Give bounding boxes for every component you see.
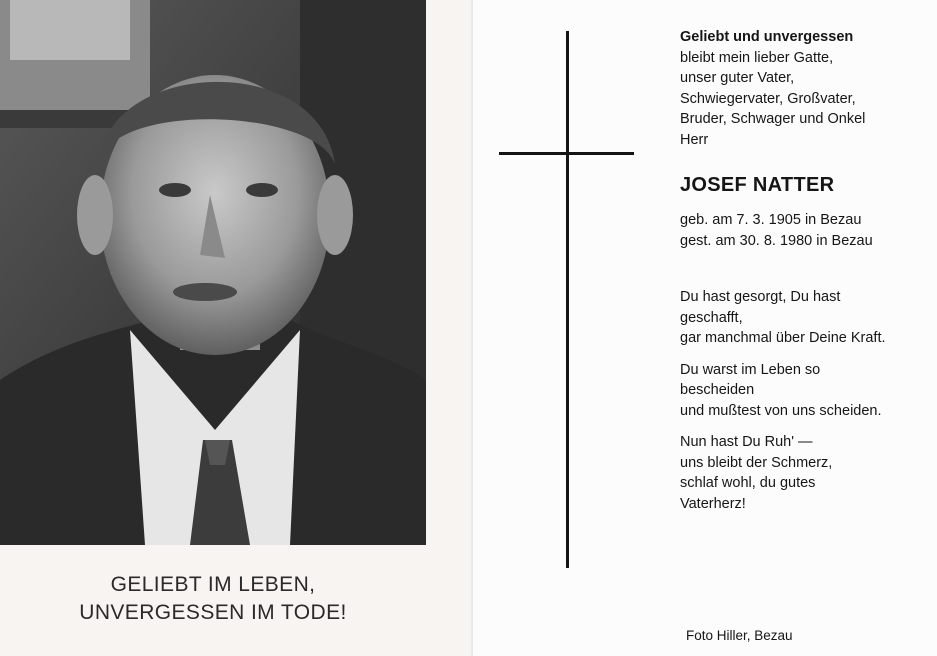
cross-icon-horizontal: [499, 152, 634, 155]
caption-line: GELIEBT IM LEBEN,: [110, 573, 316, 596]
intro-line: Bruder, Schwager und Onkel: [680, 111, 866, 127]
poem: [680, 287, 935, 514]
life-dates: [680, 210, 935, 251]
poem-stanza: [680, 360, 935, 422]
poem-line: schlaf wohl, du gutes: [680, 475, 816, 491]
poem-line: Du hast gesorgt, Du hast: [680, 289, 841, 305]
birth-date: geb. am 7. 3. 1905 in Bezau: [680, 212, 862, 228]
poem-line: Vaterherz!: [680, 495, 746, 512]
poem-line: Nun hast Du Ruh' —: [680, 434, 813, 450]
intro-line: unser guter Vater,: [680, 70, 795, 86]
poem-line: Du warst im Leben so: [680, 361, 821, 378]
cross-icon-vertical: [566, 31, 569, 568]
obituary-text: [680, 27, 935, 525]
poem-line: und mußtest von uns scheiden.: [680, 402, 882, 419]
death-date: gest. am 30. 8. 1980 in Bezau: [680, 232, 873, 249]
intro-heading: Geliebt und unvergessen: [680, 29, 854, 45]
photo-credit: Foto Hiller, Bezau: [686, 628, 793, 643]
left-caption: [0, 571, 426, 627]
poem-line: gar manchmal über Deine Kraft.: [680, 330, 886, 346]
intro-line: Schwiegervater, Großvater,: [680, 90, 856, 107]
poem-line: bescheiden: [680, 382, 755, 398]
caption-line: UNVERGESSEN IM TODE!: [79, 601, 347, 624]
poem-stanza: [680, 432, 935, 514]
poem-line: geschafft,: [680, 309, 743, 326]
poem-stanza: [680, 287, 935, 349]
portrait-photo: [0, 0, 426, 545]
intro-line: Herr: [680, 131, 709, 148]
portrait-image: [0, 0, 426, 545]
deceased-name: JOSEF NATTER: [680, 174, 835, 196]
intro-line: bleibt mein lieber Gatte,: [680, 49, 834, 66]
poem-line: uns bleibt der Schmerz,: [680, 454, 833, 471]
